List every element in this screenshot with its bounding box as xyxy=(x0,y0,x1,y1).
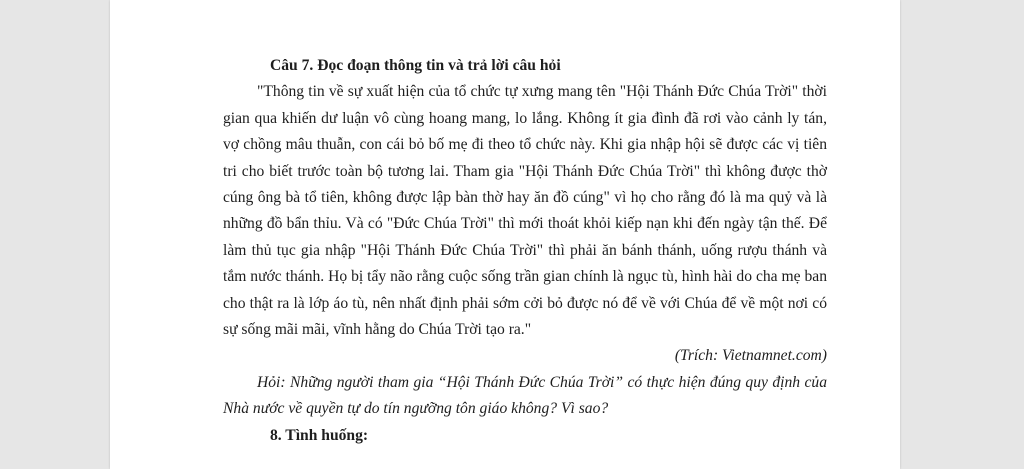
passage-paragraph: "Thông tin về sự xuất hiện của tổ chức tự xưng mang tên "Hội Thánh Đức Chúa Trời" thời gian qua khiến dư luận vô cùng hoang mang, lo lắng. Không ít gia đình đã rơi vào cảnh ly tán, vợ chồng mâu thuẫn, con cái bỏ bố mẹ đi theo tổ chức này. Khi gia nhập hội sẽ được các vị tiên tri cho biết trước toàn bộ tương lai. Tham gia "Hội Thánh Đức Chúa Trời" thì không được thờ cúng ông bà tổ tiên, không được lập bàn thờ hay ăn đồ cúng" vì họ cho rằng đó là ma quỷ và là những đồ bẩn thỉu. Và có "Đức Chúa Trời" thì mới thoát khỏi kiếp nạn khi đến ngày tận thế. Để làm thủ tục gia nhập "Hội Thánh Đức Chúa Trời" thì phải ăn bánh thánh, uống rượu thánh và tắm nước thánh. Họ bị tẩy não rằng cuộc sống trần gian chính là ngục tù, hình hài do cha mẹ ban cho thật ra là lớp áo tù, nên nhất định phải sớm cởi bỏ được nó để về với Chúa để về một nơi có sự sống mãi mãi, vĩnh hằng do Chúa Trời tạo ra." xyxy=(223,83,827,339)
document-content xyxy=(223,53,827,449)
question-heading: Câu 7. Đọc đoạn thông tin và trả lời câu hỏi xyxy=(270,57,561,74)
document-page xyxy=(110,0,900,469)
question-text: Hỏi: Những người tham gia “Hội Thánh Đức Chúa Trời” có thực hiện đúng quy định của Nhà nước về quyền tự do tín ngưỡng tôn giáo không? Vì sao? xyxy=(223,373,827,418)
source-citation: (Trích: Vietnamnet.com) xyxy=(674,347,827,365)
section-heading: 8. Tình huống: xyxy=(270,426,369,444)
